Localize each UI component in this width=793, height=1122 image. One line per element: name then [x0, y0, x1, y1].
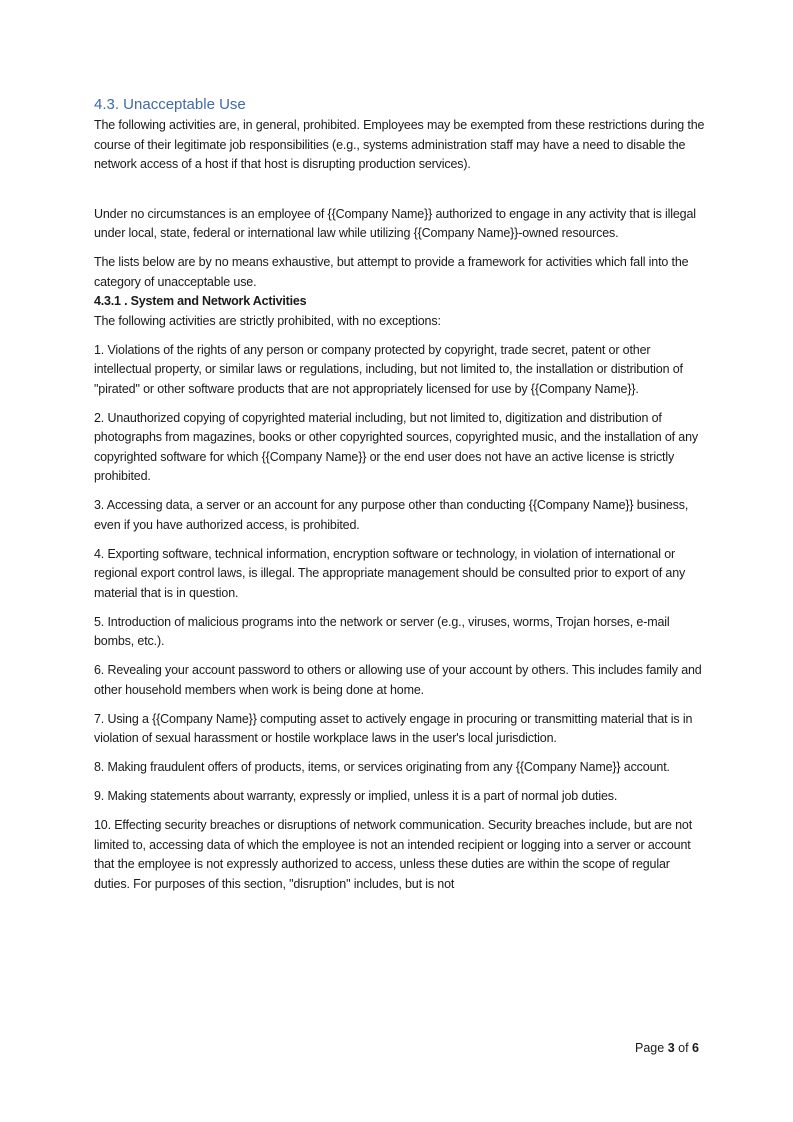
list-item: 7. Using a {{Company Name}} computing asset to actively engage in procuring or transmitting material that is in violation of sexual harassment or hostile workplace laws in the user's local jurisdiction.: [94, 711, 693, 745]
list-item: 8. Making fraudulent offers of products, items, or services originating from any {{Company Name}} account.: [94, 760, 670, 774]
total-pages-number: 6: [692, 1041, 699, 1055]
page-label: Page: [635, 1041, 665, 1055]
list-item: 5. Introduction of malicious programs into the network or server (e.g., viruses, worms, Trojan horses, e-mail bombs, etc.).: [94, 614, 670, 648]
list-item: 1. Violations of the rights of any person or company protected by copyright, trade secret, patent or other intellectual property, or similar laws or regulations, including, but not limited to, the installation or distribution of "pirated" or other software products that are not appropriately licensed for use by {{Company Name}}.: [94, 342, 683, 396]
list-item: 10. Effecting security breaches or disruptions of network communication. Security breaches include, but are not limited to, accessing data of which the employee is not an intended recipient or logging into a server or account that the employee is not expressly authorized to access, unless these duties are within the scope of regular duties. For purposes of this section, "disruption" includes, but is not: [94, 818, 693, 891]
section-heading: 4.3. Unacceptable Use: [94, 96, 246, 113]
subsection-intro: The following activities are strictly prohibited, with no exceptions:: [94, 313, 441, 328]
list-item: 4. Exporting software, technical information, encryption software or technology, in violation of international or regional export control laws, is illegal. The appropriate management should be consulted prior to export of any material that is in question.: [94, 546, 686, 600]
list-item: 9. Making statements about warranty, expressly or implied, unless it is a part of normal job duties.: [94, 789, 618, 803]
section-paragraph-2: Under no circumstances is an employee of {{Company Name}} authorized to engage in any activity that is illegal under local, state, federal or international law while utilizing {{Company Name}}-owned resources.: [94, 206, 696, 240]
page-number-footer: [635, 1039, 699, 1058]
of-label: of: [678, 1041, 689, 1055]
subsection-heading: 4.3.1 . System and Network Activities: [94, 294, 307, 308]
list-item: 3. Accessing data, a server or an account for any purpose other than conducting {{Company Name}} business, even if you have authorized access, is prohibited.: [94, 498, 689, 532]
list-item: 6. Revealing your account password to others or allowing use of your account by others. This includes family and other household members when work is being done at home.: [94, 663, 702, 697]
current-page-number: 3: [667, 1041, 675, 1055]
page-content: [94, 94, 706, 894]
section-paragraph-3: The lists below are by no means exhaustive, but attempt to provide a framework for activities which fall into the category of unacceptable use.: [94, 255, 689, 289]
section-intro: The following activities are, in general, prohibited. Employees may be exempted from these restrictions during the course of their legitimate job responsibilities (e.g., systems administration staff may have a need to disable the network access of a host if that host is disrupting production services).: [94, 118, 705, 171]
list-item: 2. Unauthorized copying of copyrighted material including, but not limited to, digitization and distribution of photographs from magazines, books or other copyrighted sources, copyrighted music, and the installation of any copyrighted software for which {{Company Name}} or the end user does not have an active license is strictly prohibited.: [94, 410, 698, 483]
